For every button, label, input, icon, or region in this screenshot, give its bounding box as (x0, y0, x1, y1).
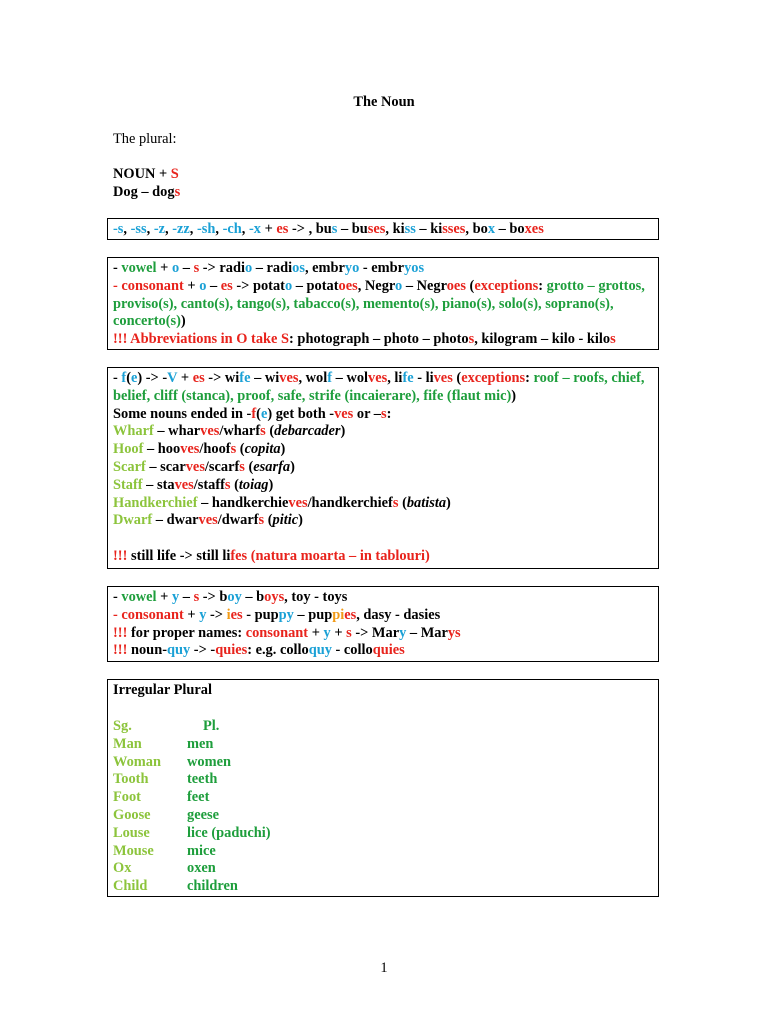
box-f-fe-endings (107, 367, 659, 569)
rule-suffix: S (170, 166, 179, 182)
plural-label: The plural: (113, 131, 177, 147)
still-life-note: !!! still life -> still lifes (natura moarta – in tablouri) (113, 547, 430, 564)
example-text: Dog – dog (113, 184, 175, 200)
table-row: Ox oxen (113, 860, 216, 877)
list-item: Scarf – scarves/scarfs (esarfa) (113, 458, 295, 475)
blank-line (113, 530, 653, 548)
f-fe-rule: - f(e) -> -V + es -> wife – wives, wolf – wolves, life - lives (exceptions: roof – roofs, chief, belief, cliff (stanca), proof, safe, strife (incaierare), fife (flaut mic)) (113, 370, 645, 404)
list-item: Staff – staves/staffs (toiag) (113, 476, 274, 493)
consonant-y-rule: - consonant + y -> ies - puppy – puppies, dasy - dasies (113, 606, 441, 623)
col-plural: Pl. (203, 718, 220, 734)
table-row: Mouse mice (113, 842, 216, 859)
list-item: Hoof – hooves/hoofs (copita) (113, 441, 286, 458)
box-o-endings (107, 257, 659, 350)
vowel-y-rule: - vowel + y – s -> boy – boys, toy - toys (113, 589, 348, 605)
abbreviations-rule: !!! Abbreviations in O take S: photograph – photo – photos, kilogram – kilo - kilos (113, 331, 616, 348)
example-dog (113, 183, 180, 201)
box-y-endings (107, 586, 659, 662)
col-singular: Sg. (113, 718, 132, 734)
proper-names-rule: !!! for proper names: consonant + y + s -> Mary – Marys (113, 624, 461, 641)
sibilant-rule-line: -s, -ss, -z, -zz, -sh, -ch, -x + es -> , bus – buses, kiss – kisses, box – boxes (113, 221, 544, 237)
rule-text: NOUN + (113, 166, 171, 182)
page-number: 1 (380, 960, 388, 976)
table-row: Tooth teeth (113, 771, 218, 788)
list-item: Handkerchief – handkerchieves/handkerchiefs (batista) (113, 494, 451, 511)
consonant-o-rule: - consonant + o – es -> potato – potatoes, Negro – Negroes (exceptions: grotto – grottos, proviso(s), canto(s), tango(s), tabacco(s), memento(s), piano(s), solo(s), soprano(s), concerto(s)) (113, 277, 645, 330)
quy-rule: !!! noun-quy -> -quies: e.g. colloquy - colloquies (113, 642, 405, 659)
both-forms-rule: Some nouns ended in -f(e) get both -ves or –s: (113, 405, 392, 422)
example-suffix: s (174, 184, 181, 200)
box-sibilant-rule (107, 218, 659, 240)
irregular-heading: Irregular Plural (113, 682, 212, 698)
table-row: Child children (113, 878, 238, 895)
rule-noun-plus-s (113, 165, 179, 183)
table-row: Goose geese (113, 806, 219, 823)
document-title: The Noun (353, 94, 415, 110)
irregular-header-row (113, 718, 271, 736)
irregular-table (113, 718, 271, 896)
list-item: Wharf – wharves/wharfs (debarcader) (113, 423, 346, 440)
table-row: Woman women (113, 753, 231, 770)
list-item: Dwarf – dwarves/dwarfs (pitic) (113, 512, 303, 529)
table-row: Louse lice (paduchi) (113, 824, 271, 841)
vowel-o-rule: - vowel + o – s -> radio – radios, embryo - embryos (113, 260, 425, 276)
table-row: Foot feet (113, 789, 210, 806)
table-row: Man men (113, 735, 214, 752)
